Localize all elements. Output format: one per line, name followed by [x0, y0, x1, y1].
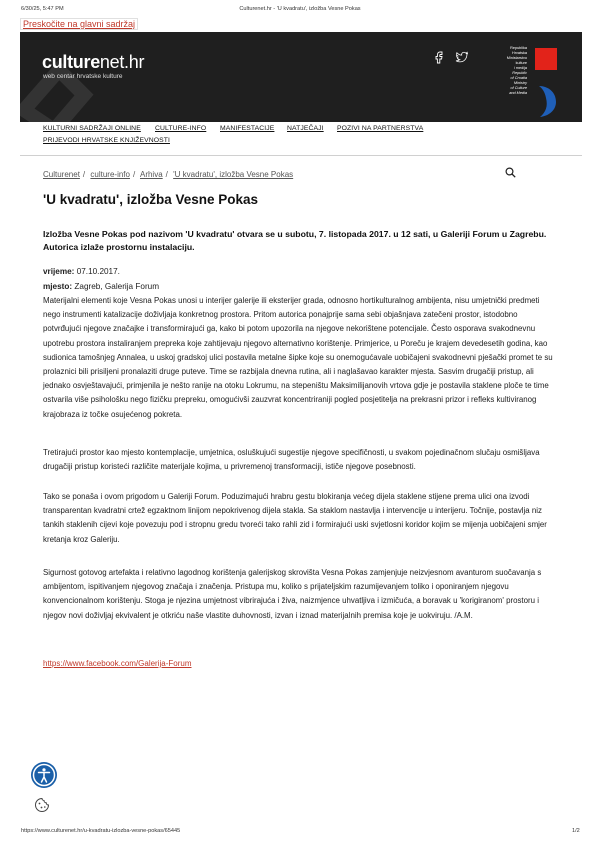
ministry-logo-icon[interactable] — [534, 46, 560, 118]
nav-item-natjecaji[interactable]: NATJEČAJI — [287, 125, 324, 132]
skip-to-content-link[interactable]: Preskočite na glavni sadržaj — [20, 18, 138, 30]
nav-item-kulturni-sadrzaji[interactable]: KULTURNI SADRŽAJI ONLINE — [43, 125, 141, 132]
breadcrumb-arhiva[interactable]: Arhiva — [139, 170, 163, 179]
breadcrumb-culturenet[interactable]: Culturenet — [43, 170, 80, 179]
search-icon[interactable] — [505, 167, 516, 178]
breadcrumb-current[interactable]: 'U kvadratu', izložba Vesne Pokas — [173, 170, 294, 179]
print-datetime: 6/30/25, 5:47 PM — [21, 6, 64, 12]
breadcrumb-culture-info[interactable]: culture-info — [90, 170, 130, 179]
main-nav — [20, 122, 582, 156]
breadcrumb: Culturenet / culture-info / Arhiva / 'U kvadratu', izložba Vesne Pokas — [43, 170, 294, 179]
accessibility-button[interactable] — [31, 762, 57, 788]
article-paragraph-4: Sigurnost gotovog artefakta i relativno lagodnog korištenja galerijskog skrovišta Vesna Pokas zamjenjuje neizvjesnom avanturom suočavanja s ambijentom, ispitivanjem njegovog značaja i značenja. Pristupa mu, koliko s prijateljskim razumijevanjem toliko i oponiranjem njegovu konvencionalnom korištenju. Stoga je njezina umjetnost vibrirajuća i živa, naizmjence uhvatljiva i izmičuća, a boravak u 'korigiranom' prostoru i njegov novi doživljaj ekvivalent je otkriću naše vlastite duhovnosti, izvan i iznad materijalnih premisa koje je uokviruju. /A.M. — [43, 568, 542, 620]
site-tagline: web centar hrvatske kulture — [43, 73, 123, 80]
nav-item-prijevodi[interactable]: PRIJEVODI HRVATSKE KNJIŽEVNOSTI — [43, 137, 170, 144]
meta-time: vrijeme: 07.10.2017. — [43, 267, 120, 276]
nav-item-pozivi[interactable]: POZIVI NA PARTNERSTVA — [337, 125, 424, 132]
nav-item-manifestacije[interactable]: MANIFESTACIJE — [220, 125, 275, 132]
ministry-text: Republika Hrvatska Ministarstvo kulture i medija Republic of Croatia Ministry of Culture and Media — [506, 46, 527, 95]
site-banner — [20, 32, 582, 122]
print-header — [0, 6, 600, 18]
article-paragraph-2: Tretirajući prostor kao mjesto kontemplacije, umjetnica, osluškujući sugestije njegove specifičnosti, u svakom pojedinačnom slučaju osmišljava drugačiji pristup koristeći različite materijale kojima, u privremenoj transformaciji, ističe njegove posebnosti. — [43, 448, 540, 472]
accessibility-icon — [31, 762, 57, 788]
article-lead: Izložba Vesne Pokas pod nazivom 'U kvadratu' otvara se u subotu, 7. listopada 2017. u 12 sati, u Galeriji Forum u Zagrebu. Autorica izlaže prostornu instalaciju. — [43, 229, 547, 252]
facebook-gallery-link[interactable]: https://www.facebook.com/Galerija-Forum — [43, 659, 192, 668]
nav-item-culture-info[interactable]: CULTURE-INFO — [155, 125, 207, 132]
print-doc-title: Culturenet.hr - 'U kvadratu', izložba Vesne Pokas — [239, 6, 361, 12]
site-logo[interactable]: culturenet.hr — [42, 52, 145, 72]
article-paragraph-3: Tako se ponaša i ovom prigodom u Galeriji Forum. Poduzimajući hrabru gestu blokiranja većeg dijela staklene stijene prema ulici ona izvodi transparentan kvadratni crtež egzaktnom linijom nepokrivenog dijela stakla. Sa staklom nastavlja i intervencije u interijeru. Točnije, postavlja niz tankih staklenih cijevi koje povezuju pod i stropnu gredu tvoreći tako rahli zid i formirajući uski svjetlosni koridor kojim se mijenja uobičajeni smjer kretanja kroz Galeriju. — [43, 492, 547, 544]
print-url: https://www.culturenet.hr/u-kvadratu-izlozba-vesne-pokas/65445 — [21, 828, 181, 834]
cookie-icon[interactable] — [34, 797, 50, 813]
page-title: 'U kvadratu', izložba Vesne Pokas — [43, 192, 259, 207]
facebook-icon[interactable] — [432, 50, 446, 64]
print-page-number: 1/2 — [572, 828, 580, 834]
meta-place: mjesto: Zagreb, Galerija Forum — [43, 282, 160, 291]
article-paragraph-1: Materijalni elementi koje Vesna Pokas unosi u interijer galerije ili eksterijer grada, odnosno hortikulturalnog ambijenta, nisu umjetnički predmeti nego instrumenti katalizacije doživljaja konkretnog prostora. Pritom autorica ponajprije sama sebi objašnjava zatečeni prostor, istodobno potvrđujući njegove značajke i transformirajući ga, kako bi potom upozorila na njegove nekorištene potencijale. Često osporava svakodnevnu upotrebu prostora instaliranjem prepreka koje zahtijevaju njegovo alternativno korištenje. Primjerice, u Poreču je krajem devedesetih godina, kao sudionica tamošnjeg Annalea, u uskoj gradskoj ulici postavila metalne šipke koje su onemogućavale uobičajeni svakodnevni pješački promet te su prolaznici bili prisiljeni pronalaziti druge puteve. Time se razbijala dnevna rutina, ali i naglašavao karakter mjesta. Sasvim drugačiji pristup, ali jednako osvještavajući, primjenila je nešto ranije na otoku Lokrumu, na stepeništu Maksimilijanovih vrtova gdje je postavila staklene ploče te time ostvarila više psihološku nego fizičku prepreku, omogućivši zauzvrat koncentriraniji pogled posjetitelja na prekrasni prizor i refleks kultiviranog krajobraza iz točke osujećenog pokreta. — [43, 296, 553, 419]
twitter-icon[interactable] — [455, 50, 469, 64]
